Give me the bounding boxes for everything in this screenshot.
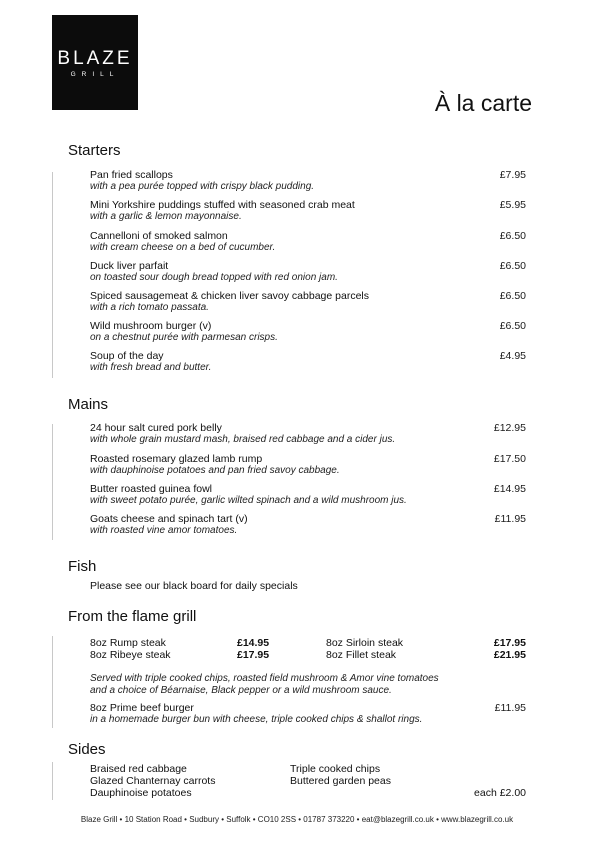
item-description: with roasted vine amor tomatoes. (90, 525, 238, 536)
fish-specials-note: Please see our black board for daily specials (90, 580, 298, 592)
side-item: Glazed Chanternay carrots (90, 775, 216, 787)
sides-heading: Sides (68, 741, 106, 758)
menu-item (90, 483, 526, 507)
item-name: Wild mushroom burger (v) (90, 320, 212, 332)
mains-heading: Mains (68, 396, 109, 413)
item-name: Cannelloni of smoked salmon (90, 230, 228, 242)
item-description: with fresh bread and butter. (90, 362, 212, 373)
item-name: 24 hour salt cured pork belly (90, 422, 222, 434)
item-description: with a garlic & lemon mayonnaise. (90, 211, 242, 222)
item-description: with a rich tomato passata. (90, 302, 209, 313)
item-price: £4.95 (499, 350, 526, 362)
item-name: Duck liver parfait (90, 260, 169, 272)
item-name: Butter roasted guinea fowl (90, 483, 212, 495)
item-name: Spiced sausagemeat & chicken liver savoy cabbage parcels (90, 290, 369, 302)
side-item: Dauphinoise potatoes (90, 787, 192, 799)
menu-item (90, 169, 526, 193)
item-name: Pan fried scallops (90, 169, 173, 181)
item-price: £6.50 (499, 260, 526, 272)
item-price: £6.50 (499, 290, 526, 302)
side-item: Braised red cabbage (90, 763, 187, 775)
grill-heading: From the flame grill (68, 608, 197, 625)
item-price: £6.50 (499, 230, 526, 242)
page-title: À la carte (434, 90, 532, 116)
footer-contact-info: Blaze Grill • 10 Station Road • Sudbury • Suffolk • CO10 2SS • 01787 373220 • eat@blazegrill.co.uk • www.blazegrill.co.uk (80, 815, 514, 824)
logo-text: BLAZE (57, 48, 133, 69)
item-price: £5.95 (499, 199, 526, 211)
steak-price: £21.95 (493, 649, 526, 661)
logo-subtext: GRILL (70, 71, 120, 78)
steak-price: £17.95 (493, 637, 526, 649)
item-name: Roasted rosemary glazed lamb rump (90, 453, 263, 465)
menu-item (90, 320, 526, 344)
item-price: £14.95 (493, 483, 526, 495)
side-item: Buttered garden peas (290, 775, 391, 787)
steak-name: 8oz Fillet steak (326, 649, 397, 661)
starters-heading: Starters (68, 142, 121, 159)
blaze-grill-logo (52, 15, 138, 110)
item-description: on a chestnut purée with parmesan crisps. (90, 332, 278, 343)
menu-item (90, 230, 526, 254)
item-price: £17.50 (493, 453, 526, 465)
menu-item (90, 290, 526, 314)
item-price: £6.50 (499, 320, 526, 332)
sides-divider (52, 762, 53, 800)
steak-sauce-choice: and a choice of Béarnaise, Black pepper or a wild mushroom sauce. (90, 685, 392, 696)
item-description: with whole grain mustard mash, braised red cabbage and a cider jus. (90, 434, 396, 445)
item-name: Mini Yorkshire puddings stuffed with seasoned crab meat (90, 199, 355, 211)
menu-item (90, 260, 526, 284)
item-price: £12.95 (493, 422, 526, 434)
sides-price: each £2.00 (474, 787, 526, 799)
item-description: with dauphinoise potatoes and pan fried savoy cabbage. (90, 465, 340, 476)
menu-item (90, 199, 526, 223)
grill-divider (52, 636, 53, 728)
starters-divider (52, 172, 53, 378)
menu-item (90, 513, 526, 537)
item-description: on toasted sour dough bread topped with red onion jam. (90, 272, 338, 283)
menu-item (90, 453, 526, 477)
menu-item (90, 422, 526, 446)
item-description: with cream cheese on a bed of cucumber. (90, 242, 276, 253)
menu-item (90, 350, 526, 374)
steak-name: 8oz Sirloin steak (326, 637, 404, 649)
steak-name: 8oz Rump steak (90, 637, 166, 649)
steak-name: 8oz Ribeye steak (90, 649, 171, 661)
item-description: in a homemade burger bun with cheese, triple cooked chips & shallot rings. (90, 714, 423, 725)
steak-price: £17.95 (237, 649, 270, 661)
item-description: with a pea purée topped with crispy black pudding. (90, 181, 315, 192)
mains-divider (52, 424, 53, 540)
menu-item (90, 702, 526, 726)
item-name: 8oz Prime beef burger (90, 702, 194, 714)
item-name: Soup of the day (90, 350, 164, 362)
item-price: £11.95 (494, 513, 526, 525)
fish-heading: Fish (68, 558, 97, 575)
steak-served-with: Served with triple cooked chips, roasted field mushroom & Amor vine tomatoes (90, 673, 439, 684)
steak-price: £14.95 (237, 637, 270, 649)
item-price: £11.95 (494, 702, 526, 714)
side-item: Triple cooked chips (290, 763, 381, 775)
item-price: £7.95 (499, 169, 526, 181)
item-description: with sweet potato purée, garlic wilted spinach and a wild mushroom jus. (90, 495, 407, 506)
item-name: Goats cheese and spinach tart (v) (90, 513, 248, 525)
